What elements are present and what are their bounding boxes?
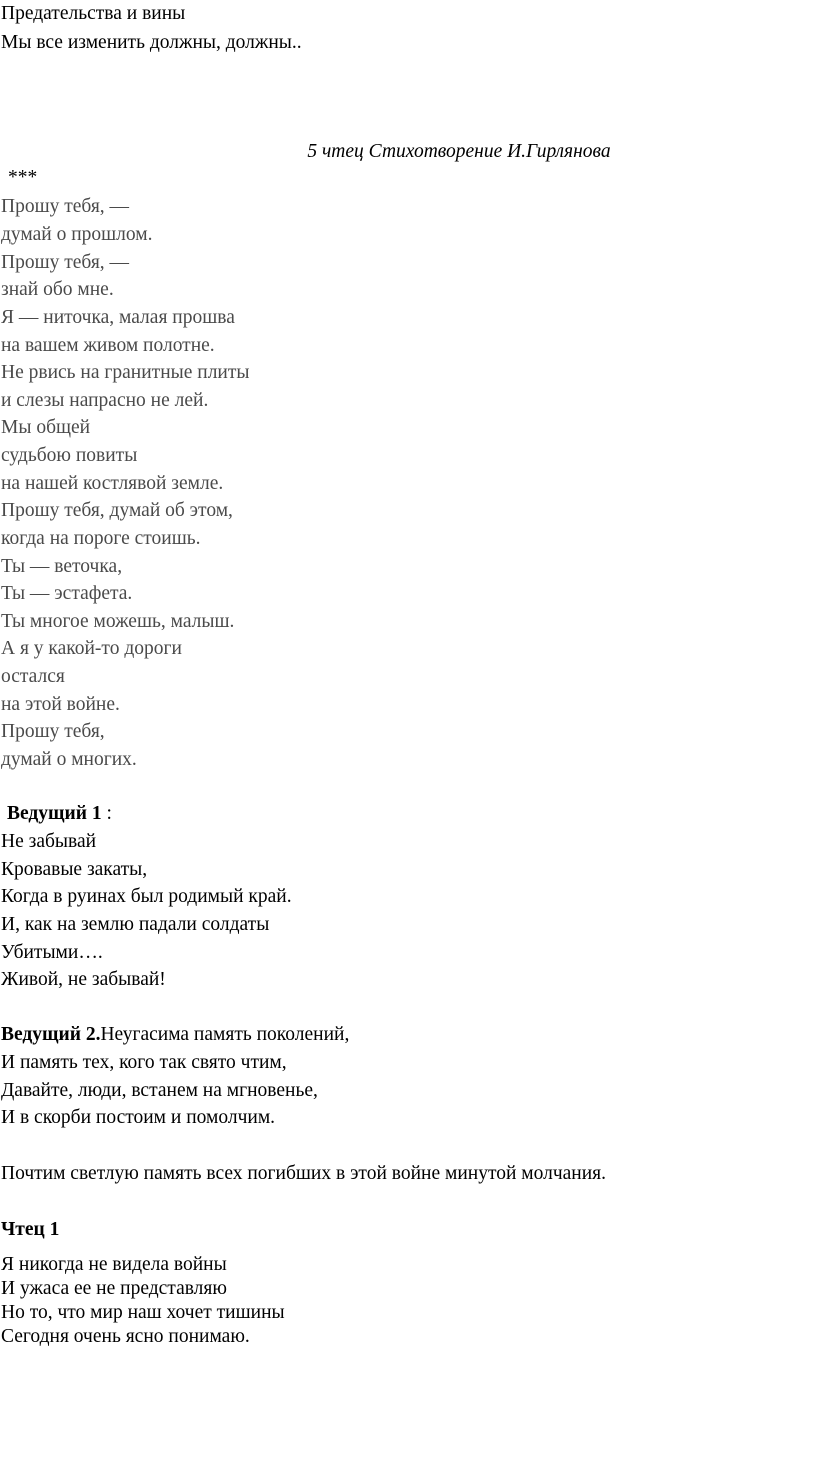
speaker-heading (7, 802, 112, 826)
poem-line: Ты — веточка, (1, 556, 123, 577)
section-title (0, 140, 816, 164)
poem-line: думай о многих. (1, 749, 137, 770)
poem-line: на вашем живом полотне. (1, 335, 215, 356)
poem-line: Давайте, люди, встанем на мгновенье, (1, 1080, 318, 1101)
poem-line: Но то, что мир наш хочет тишины (1, 1302, 285, 1323)
poem-line: Прошу тебя, — (1, 252, 130, 273)
poem-line: Неугасима память поколений, (100, 1024, 350, 1045)
speaker-label: Ведущий 1 (7, 803, 102, 824)
poem-line: Прошу тебя, (1, 721, 105, 742)
text-line: Предательства и вины (1, 3, 186, 24)
poem-line: Кровавые закаты, (1, 859, 148, 880)
poem-line: Прошу тебя, — (1, 196, 130, 217)
poem-line: Я — ниточка, малая прошва (1, 307, 235, 328)
poem-line: Я никогда не видела войны (1, 1254, 227, 1275)
poem-line: А я у какой-то дороги (1, 638, 182, 659)
speaker-heading (1, 1023, 349, 1047)
poem-line: Не рвись на гранитные плиты (1, 362, 250, 383)
poem-line: И память тех, кого так свято чтим, (1, 1052, 287, 1073)
poem-line: Убитыми…. (1, 942, 103, 963)
poem-line: Когда в руинах был родимый край. (1, 886, 292, 907)
poem-line: И в скорби постоим и помолчим. (1, 1107, 276, 1128)
speaker-label: Чтец 1 (1, 1219, 60, 1240)
poem-line: Прошу тебя, думай об этом, (1, 500, 233, 521)
poem-line: знай обо мне. (1, 279, 114, 300)
poem-line: И, как на землю падали солдаты (1, 914, 270, 935)
poem-line: думай о прошлом. (1, 224, 153, 245)
text-line: Мы все изменить должны, должны.. (1, 32, 302, 53)
poem-line: Ты — эстафета. (1, 583, 133, 604)
poem-line: Живой, не забывай! (1, 969, 166, 990)
poem-line: И ужаса ее не представляю (1, 1278, 227, 1299)
poem-line: на нашей костлявой земле. (1, 473, 224, 494)
poem-line: Ты многое можешь, малыш. (1, 611, 235, 632)
poem-line: судьбою повиты (1, 445, 138, 466)
poem-line: когда на пороге стоишь. (1, 528, 201, 549)
reader5-title: 5 чтец Стихотворение И.Гирлянова (307, 141, 611, 162)
poem-line: остался (1, 666, 65, 687)
stars-separator: *** (8, 167, 38, 188)
poem-line: Сегодня очень ясно понимаю. (1, 1326, 250, 1347)
silence-announcement: Почтим светлую память всех погибших в этой войне минутой молчания. (1, 1163, 607, 1184)
speaker-label: Ведущий 2. (1, 1024, 101, 1045)
poem-line: Не забывай (1, 831, 97, 852)
poem-line: Мы общей (1, 417, 91, 438)
poem-line: на этой войне. (1, 694, 120, 715)
speaker-label-suffix: : (101, 803, 112, 824)
poem-line: и слезы напрасно не лей. (1, 390, 209, 411)
